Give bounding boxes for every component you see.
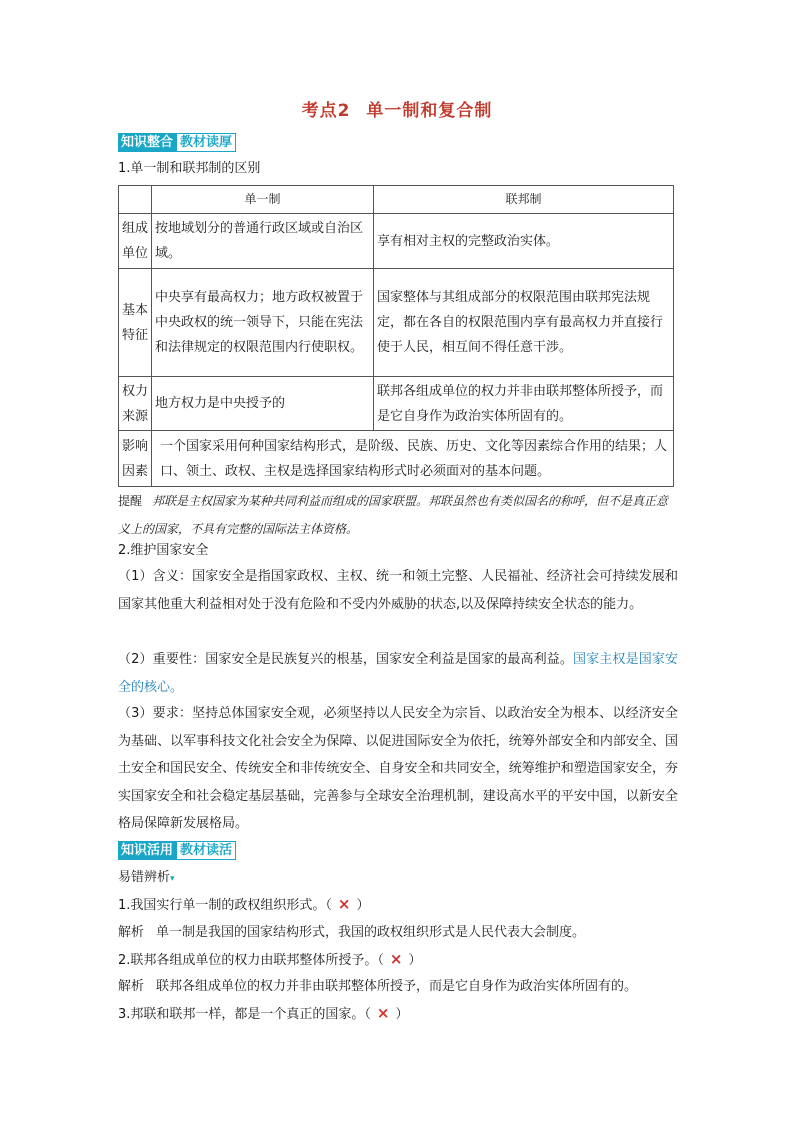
table-row — [119, 269, 674, 377]
explanation-text: 单一制是我国的国家结构形式，我国的政权组织形式是人民代表大会制度。 — [156, 925, 586, 940]
unitary-cell: 中央享有最高权力；地方政权被置于中央政权的统一领导下，只能在宪法和法律规定的权限范围内行使职权。 — [152, 269, 374, 377]
quiz-question-end: ） — [395, 1007, 409, 1022]
section1-heading: 1.单一制和联邦制的区别 — [118, 161, 261, 176]
row-label: 基本特征 — [119, 269, 152, 377]
explanation-text: 联邦各组成单位的权力并非由联邦整体所授予，而是它自身作为政治实体所固有的。 — [156, 979, 638, 994]
quiz-explanation — [118, 919, 678, 946]
section-badge-application — [118, 841, 236, 860]
table-header-unitary: 单一制 — [152, 186, 374, 214]
section-badge-integration — [118, 133, 236, 152]
importance-text: （2）重要性：国家安全是民族复兴的根基，国家安全利益是国家的最高利益。 — [118, 652, 574, 667]
federal-cell: 享有相对主权的完整政治实体。 — [374, 214, 674, 269]
wrong-mark-icon: × — [389, 950, 403, 968]
federal-cell: 联邦各组成单位的权力并非由联邦整体所授予，而是它自身作为政治实体所固有的。 — [374, 377, 674, 431]
importance-highlight: 国家主权是国家安全的核心。 — [118, 652, 678, 695]
table-row — [119, 214, 674, 269]
quiz-question: 2.联邦各组成单位的权力由联邦整体所授予。（ — [118, 953, 384, 968]
table-row — [119, 431, 674, 487]
chevron-down-icon: ▾ — [170, 874, 175, 884]
badge-left: 知识整合 — [118, 133, 176, 152]
quiz-heading — [118, 864, 678, 893]
quiz-question: 1.我国实行单一制的政权组织形式。（ — [118, 898, 332, 913]
wrong-mark-icon: × — [376, 1004, 390, 1022]
explanation-label: 解析 — [118, 979, 145, 994]
page-title — [0, 96, 794, 121]
table-corner-cell — [119, 186, 152, 214]
quiz-item — [118, 1000, 678, 1028]
quiz-question-end: ） — [356, 898, 370, 913]
title-prefix: 考点2 — [301, 101, 351, 121]
table-header-row — [119, 186, 674, 214]
quiz-explanation — [118, 973, 678, 1000]
quiz-item — [118, 946, 678, 974]
tip-note — [118, 487, 678, 543]
section2-heading: 2.维护国家安全 — [118, 543, 209, 558]
explanation-label: 解析 — [118, 925, 145, 940]
unitary-cell: 地方权力是中央授予的 — [152, 377, 374, 431]
quiz-question: 3.邦联和联邦一样，都是一个真正的国家。（ — [118, 1007, 371, 1022]
security-importance — [118, 646, 678, 701]
row-label: 组成单位 — [119, 214, 152, 269]
quiz-question-end: ） — [408, 953, 422, 968]
title-main: 单一制和复合制 — [366, 101, 493, 121]
security-definition: （1）含义：国家安全是指国家政权、主权、统一和领土完整、人民福祉、经济社会可持续发展和国家其他重大利益相对处于没有危险和不受内外威胁的状态,以及保障持续安全状态的能力。 — [118, 569, 678, 612]
row-label: 影响因素 — [119, 431, 152, 487]
quiz-item — [118, 891, 678, 919]
tip-label: 提醒 — [118, 494, 143, 508]
row-label: 权力来源 — [119, 377, 152, 431]
table-header-federal: 联邦制 — [374, 186, 674, 214]
comparison-table — [118, 185, 674, 487]
quiz-heading-text: 易错辨析 — [118, 870, 171, 885]
unitary-cell: 按地域划分的普通行政区域或自治区域。 — [152, 214, 374, 269]
tip-text: 邦联是主权国家为某种共同利益而组成的国家联盟。邦联虽然也有类似国名的称呼，但不是真正意义上的国家，不具有完整的国际法主体资格。 — [118, 494, 669, 536]
wrong-mark-icon: × — [337, 895, 351, 913]
merged-cell: 一个国家采用何种国家结构形式，是阶级、民族、历史、文化等因素综合作用的结果；人口、领土、政权、主权是选择国家结构形式时必须面对的基本问题。 — [152, 431, 674, 487]
badge-left: 知识活用 — [118, 841, 176, 860]
security-requirements: （3）要求：坚持总体国家安全观，必须坚持以人民安全为宗旨、以政治安全为根本、以经济安全为基础、以军事科技文化社会安全为保障、以促进国际安全为依托，统筹外部安全和内部安全、国土安全和国民安全、传统安全和非传统安全、自身安全和共同安全，统筹维护和塑造国家安全，夯实国家安全和社会稳定基层基础，完善参与全球安全治理机制，建设高水平的平安中国，以新安全格局保障新发展格局。 — [118, 706, 678, 831]
table-row — [119, 377, 674, 431]
federal-cell: 国家整体与其组成部分的权限范围由联邦宪法规定，都在各自的权限范围内享有最高权力并直接行使于人民，相互间不得任意干涉。 — [374, 269, 674, 377]
badge-right: 教材读活 — [176, 841, 236, 860]
badge-right: 教材读厚 — [176, 133, 236, 152]
